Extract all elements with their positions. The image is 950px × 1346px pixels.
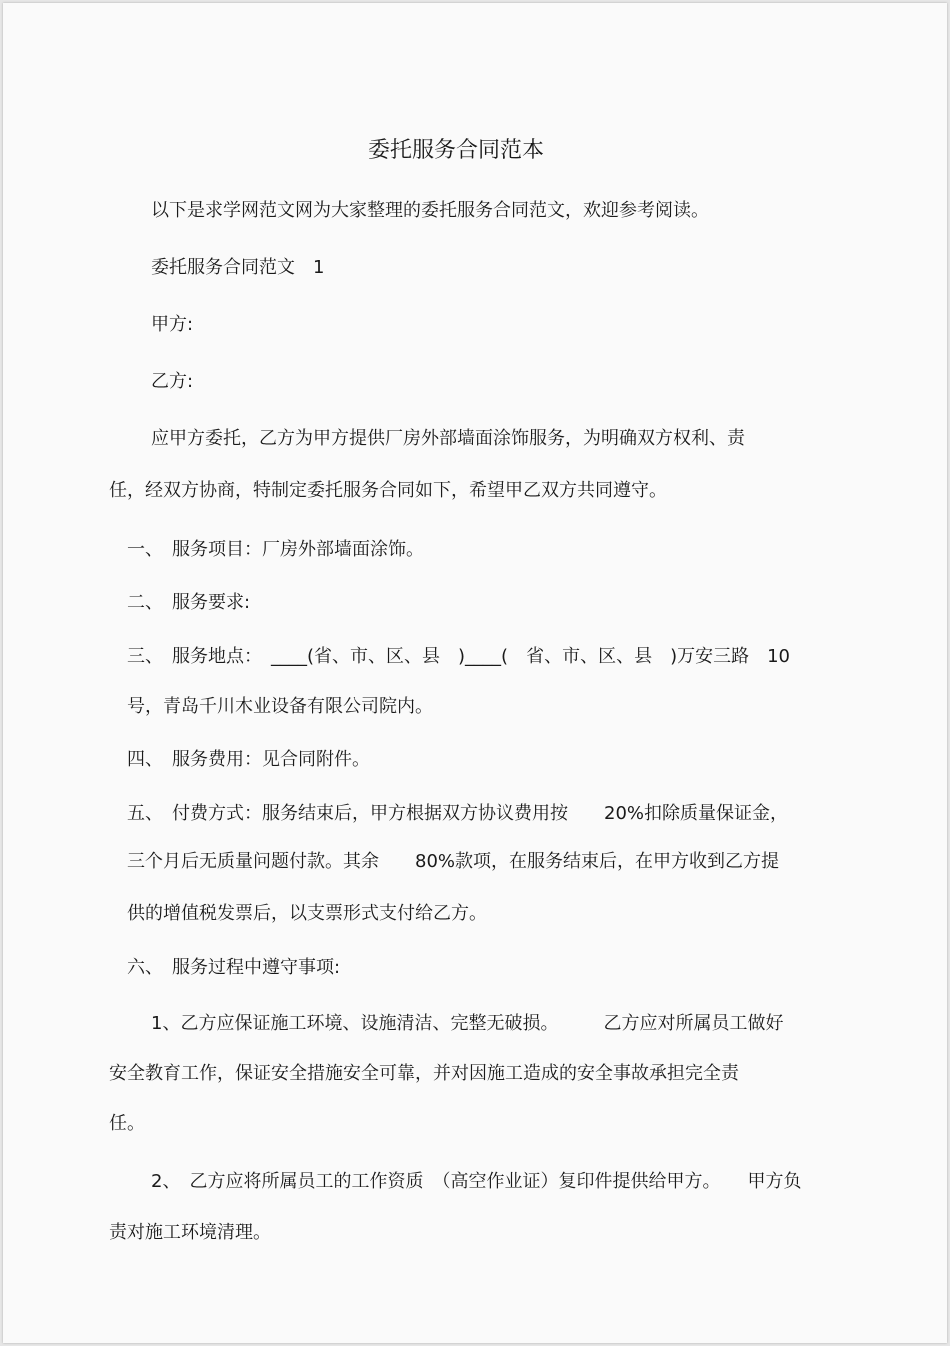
clause-payment-method-cont: 三个月后无质量问题付款。其余 80%款项，在服务结束后，在甲方收到乙方提 [127, 851, 780, 872]
rule-item: 2、 乙方应将所属员工的工作资质 （高空作业证）复印件提供给甲方。 甲方负 [151, 1171, 802, 1192]
preamble-line: 任，经双方协商，特制定委托服务合同如下，希望甲乙双方共同遵守。 [109, 480, 667, 501]
rule-item-cont: 安全教育工作，保证安全措施安全可靠，并对因施工造成的安全事故承担完全责 [109, 1063, 739, 1084]
contract-subheading: 委托服务合同范文 1 [151, 257, 325, 278]
party-b-label: 乙方: [151, 371, 194, 392]
clause-service-fee: 四、 服务费用：见合同附件。 [127, 749, 370, 770]
clause-service-location-cont: 号，青岛千川木业设备有限公司院内。 [127, 696, 433, 717]
preamble-line: 应甲方委托，乙方为甲方提供厂房外部墙面涂饰服务，为明确双方权利、责 [151, 428, 745, 449]
clause-service-requirements: 二、 服务要求: [127, 592, 251, 613]
rule-item: 1、乙方应保证施工环境、设施清洁、完整无破损。 乙方应对所属员工做好 [151, 1013, 784, 1034]
document-title: 委托服务合同范本 [368, 138, 545, 163]
intro-paragraph: 以下是求学网范文网为大家整理的委托服务合同范文，欢迎参考阅读。 [151, 200, 709, 221]
document-page [3, 3, 947, 1343]
clause-service-item: 一、 服务项目：厂房外部墙面涂饰。 [127, 539, 424, 560]
rule-item-cont: 责对施工环境清理。 [109, 1222, 271, 1243]
party-a-label: 甲方: [151, 314, 194, 335]
clause-service-location: 三、 服务地点： ____(省、市、区、县 )____( 省、市、区、县 )万安三路 10 [127, 646, 790, 667]
clause-payment-method: 五、 付费方式：服务结束后，甲方根据双方协议费用按 20%扣除质量保证金， [127, 803, 789, 824]
clause-compliance: 六、 服务过程中遵守事项: [127, 957, 341, 978]
clause-payment-method-cont: 供的增值税发票后，以支票形式支付给乙方。 [127, 903, 487, 924]
rule-item-cont: 任。 [109, 1113, 145, 1134]
